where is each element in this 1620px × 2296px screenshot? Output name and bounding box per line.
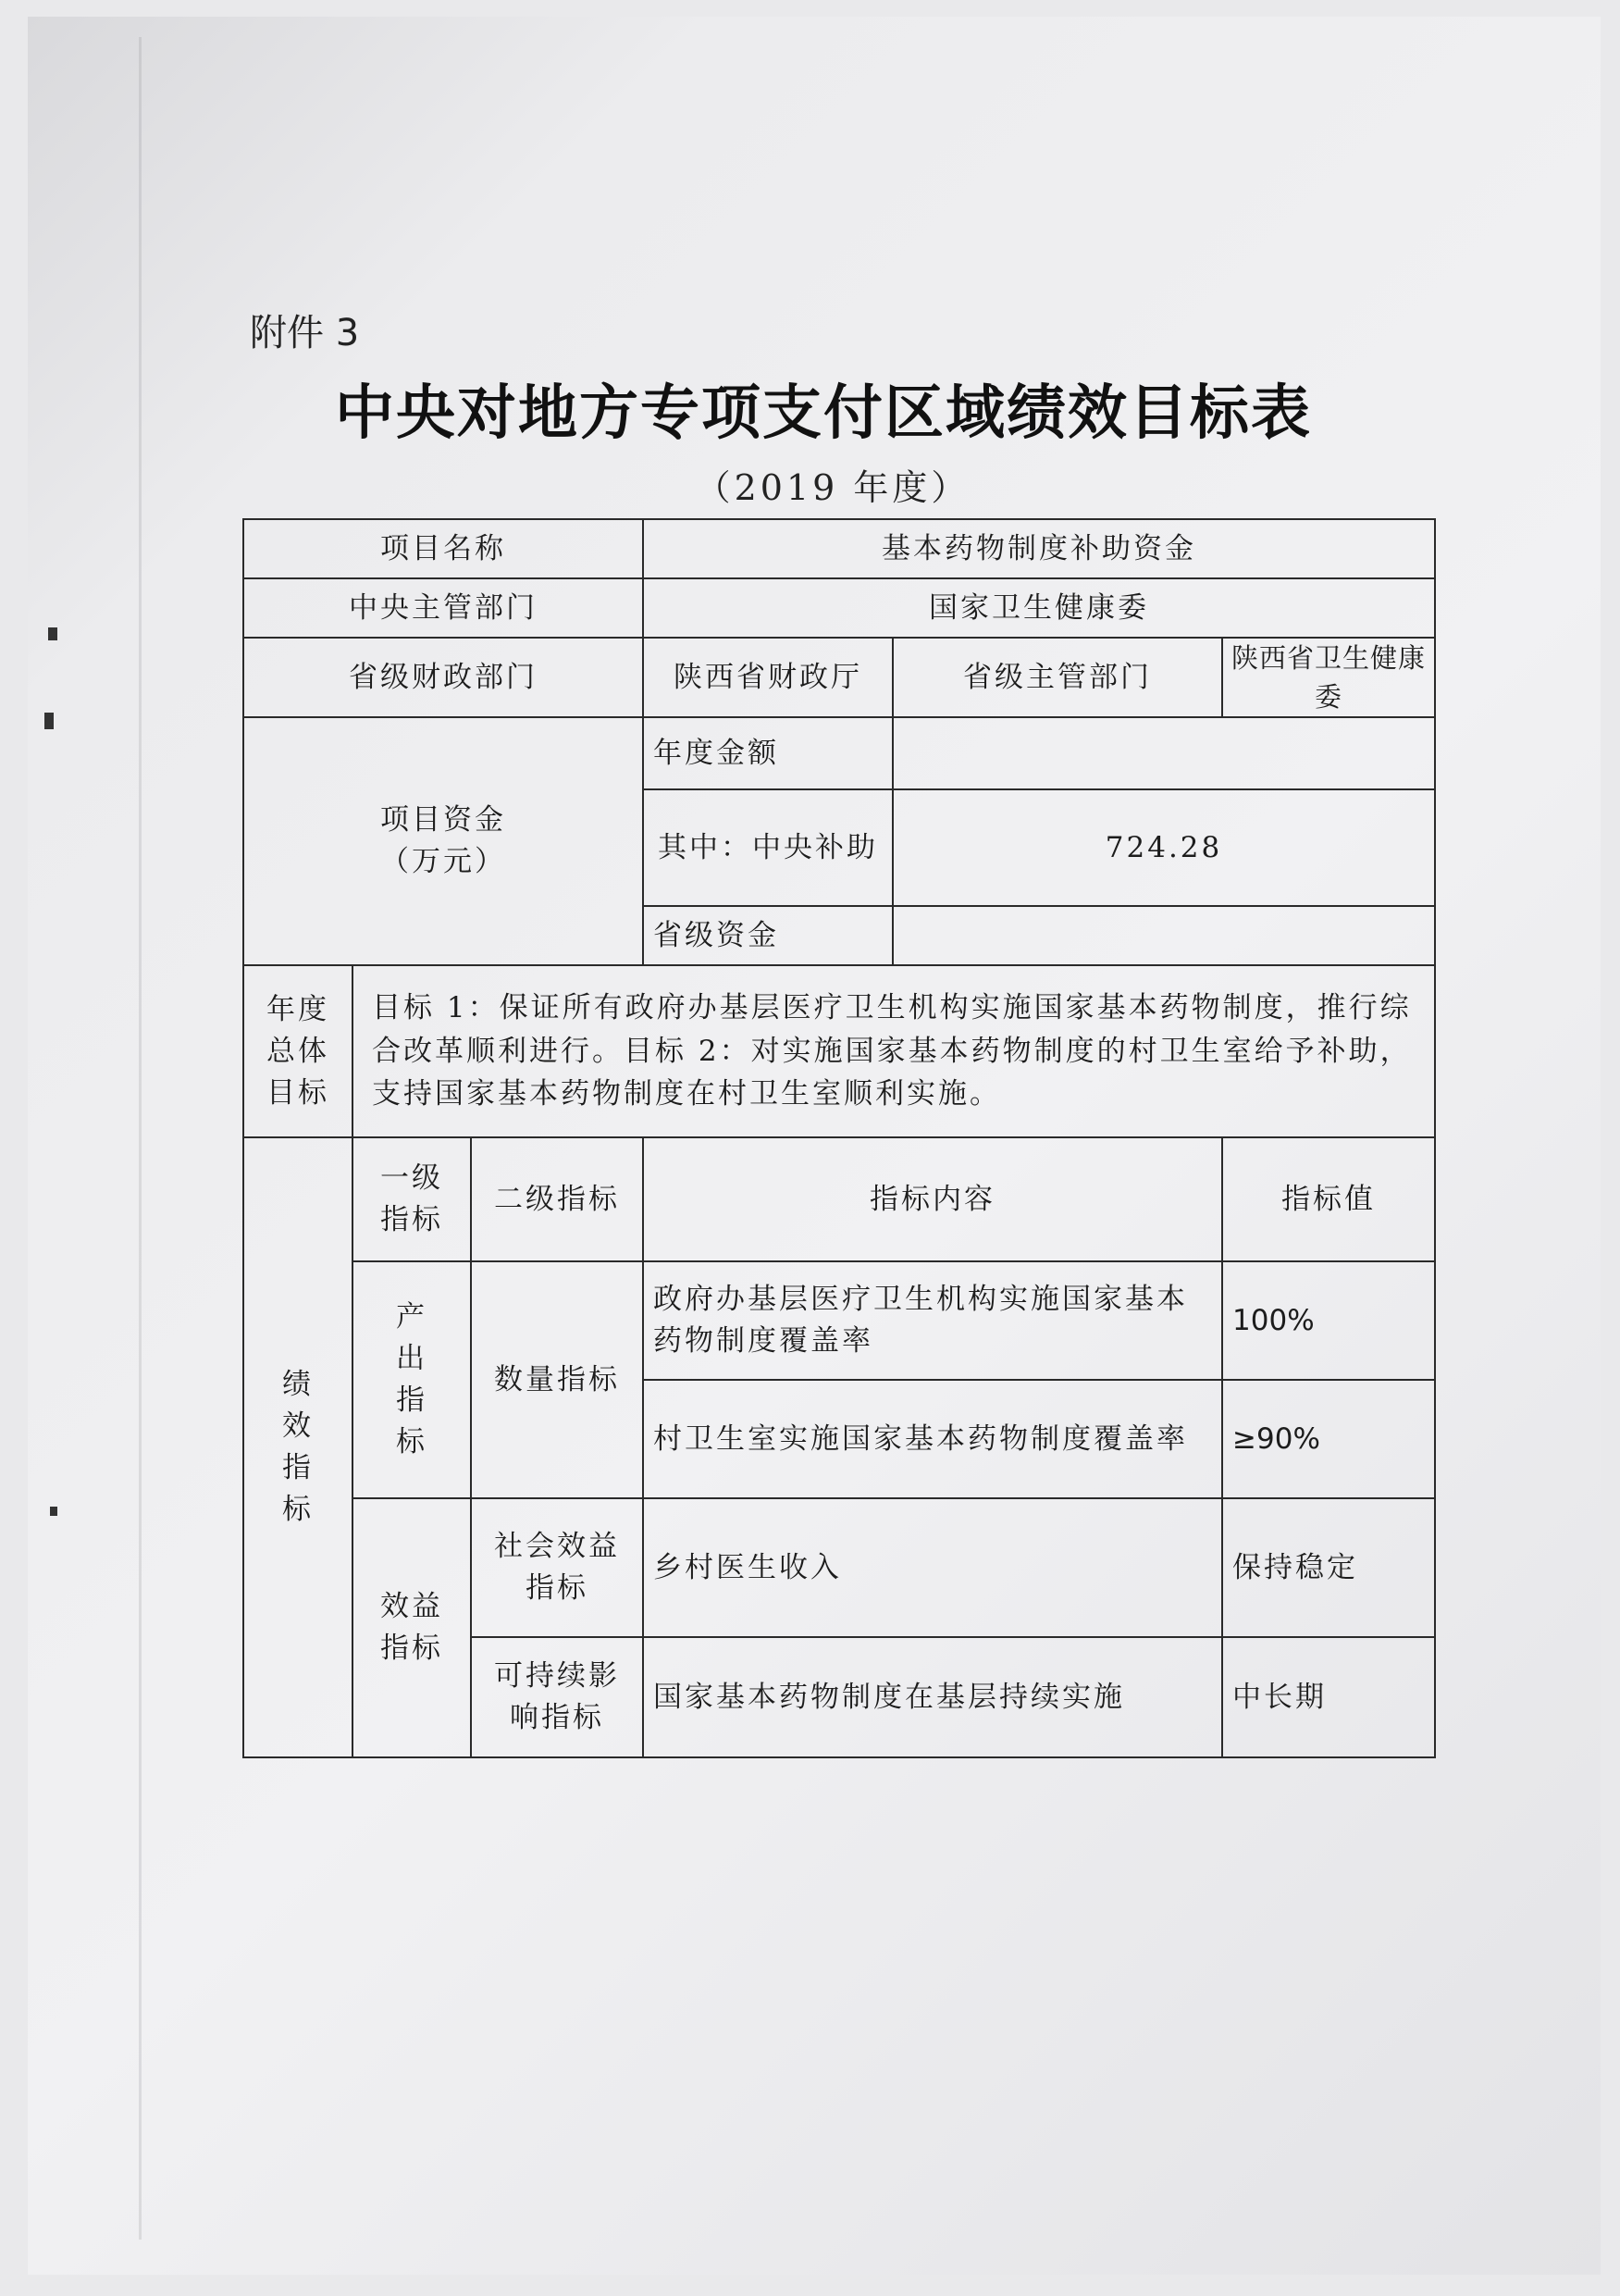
annual-amount-label: 年度金额 — [643, 717, 893, 789]
output-row-value: 100% — [1222, 1261, 1435, 1380]
header-level2: 二级指标 — [471, 1137, 643, 1261]
page-title: 中央对地方专项支付区域绩效目标表 — [335, 379, 1312, 448]
benefit-indicators-label — [352, 1498, 471, 1757]
performance-target-table — [242, 518, 1436, 1758]
output-row-value: ≥90% — [1222, 1380, 1435, 1498]
output-indicators-label — [352, 1261, 471, 1498]
scan-mark — [48, 627, 57, 640]
sustainable-label-line: 可持续影 — [494, 1659, 621, 1694]
year-label: （2019 年度） — [695, 467, 971, 508]
table-row — [243, 638, 1435, 717]
header-value: 指标值 — [1222, 1137, 1435, 1261]
sustainable-label-line: 响指标 — [510, 1701, 605, 1735]
prov-dept-label: 省级主管部门 — [893, 638, 1222, 717]
header-content: 指标内容 — [643, 1137, 1222, 1261]
benefit-label-line: 效益 — [380, 1590, 443, 1624]
project-name-label: 项目名称 — [243, 519, 643, 578]
central-subsidy-value: 724.28 — [893, 789, 1435, 906]
table-row — [243, 1261, 1435, 1380]
table-row — [243, 965, 1435, 1137]
output-label-char: 标 — [396, 1425, 427, 1459]
sustainable-impact-label — [471, 1637, 643, 1757]
social-benefit-value: 保持稳定 — [1222, 1498, 1435, 1637]
goals-label-line: 年度 — [266, 992, 329, 1026]
indicators-label-char: 绩 — [282, 1368, 314, 1402]
goals-label-line: 总体 — [266, 1034, 329, 1068]
annual-goals-text: 目标 1：保证所有政府办基层医疗卫生机构实施国家基本药物制度，推行综合改革顺利进行。目标 2：对实施国家基本药物制度的村卫生室给予补助，支持国家基本药物制度在村卫生室顺利实施。 — [352, 965, 1435, 1137]
sustainable-impact-content: 国家基本药物制度在基层持续实施 — [643, 1637, 1222, 1757]
central-dept-value: 国家卫生健康委 — [643, 578, 1435, 638]
prov-finance-value: 陕西省财政厅 — [643, 638, 893, 717]
indicators-label-char: 标 — [282, 1493, 314, 1527]
header-level1 — [352, 1137, 471, 1261]
annual-amount-value — [893, 717, 1435, 789]
paper-fold-line — [139, 37, 142, 2240]
output-row-content: 政府办基层医疗卫生机构实施国家基本药物制度覆盖率 — [643, 1261, 1222, 1380]
social-label-line: 指标 — [526, 1571, 589, 1606]
output-row-content: 村卫生室实施国家基本药物制度覆盖率 — [643, 1380, 1222, 1498]
central-subsidy-label: 其中：中央补助 — [643, 789, 893, 906]
prov-finance-label: 省级财政部门 — [243, 638, 643, 717]
project-name-value: 基本药物制度补助资金 — [643, 519, 1435, 578]
output-label-char: 指 — [396, 1384, 427, 1418]
table-row — [243, 1137, 1435, 1261]
scan-mark — [50, 1507, 57, 1516]
benefit-label-line: 指标 — [380, 1632, 443, 1666]
social-benefit-content: 乡村医生收入 — [643, 1498, 1222, 1637]
goals-label-line: 目标 — [266, 1075, 329, 1110]
annual-goals-label — [243, 965, 352, 1137]
table-row — [243, 1498, 1435, 1637]
output-label-char: 出 — [396, 1342, 427, 1376]
provincial-funds-label: 省级资金 — [643, 906, 893, 965]
quantity-indicator-label: 数量指标 — [471, 1261, 643, 1498]
scan-mark — [44, 713, 54, 729]
header-level1-line: 指标 — [380, 1203, 443, 1237]
social-label-line: 社会效益 — [494, 1530, 621, 1564]
indicators-label-char: 指 — [282, 1451, 314, 1485]
central-dept-label: 中央主管部门 — [243, 578, 643, 638]
funds-label-line1: 项目资金 — [380, 803, 507, 838]
prov-dept-value: 陕西省卫生健康委 — [1222, 638, 1435, 717]
table-row — [243, 519, 1435, 578]
sustainable-impact-value: 中长期 — [1222, 1637, 1435, 1757]
funds-label-line2: （万元） — [380, 845, 507, 879]
output-label-char: 产 — [396, 1300, 427, 1334]
provincial-funds-value — [893, 906, 1435, 965]
table-row — [243, 578, 1435, 638]
table-row — [243, 717, 1435, 789]
social-benefit-label — [471, 1498, 643, 1637]
funds-label — [243, 717, 643, 965]
indicators-label-char: 效 — [282, 1409, 314, 1444]
performance-indicators-label — [243, 1137, 352, 1757]
annex-label: 附件 3 — [250, 312, 360, 354]
header-level1-line: 一级 — [380, 1161, 443, 1196]
